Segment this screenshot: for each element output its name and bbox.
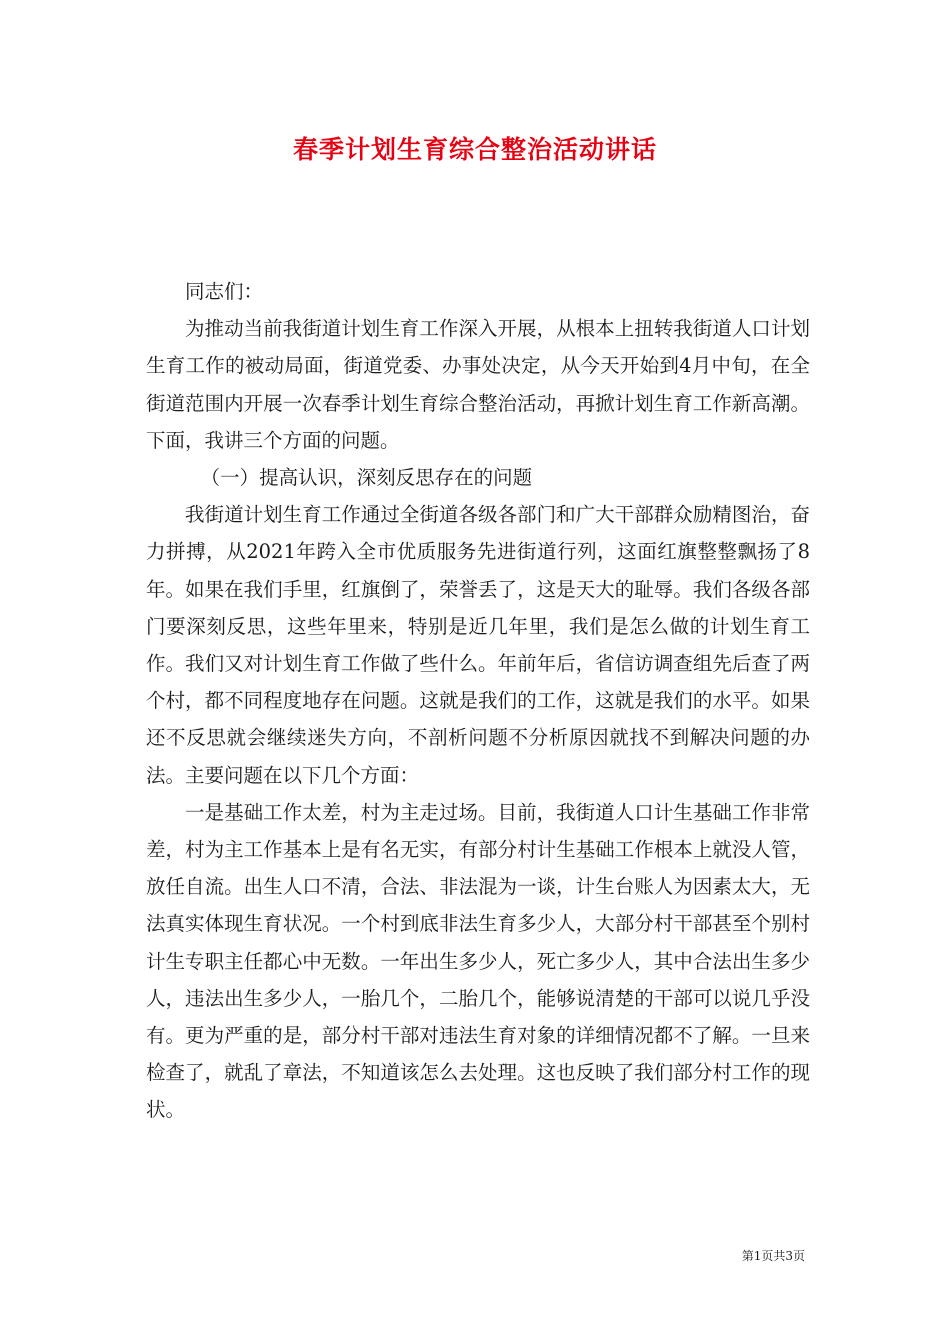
paragraph-intro: 为推动当前我街道计划生育工作深入开展，从根本上扭转我街道人口计划生育工作的被动局面，街道党委、办事处决定，从今天开始到4月中旬，在全街道范围内开展一次春季计划生育综合整治活动，再掀计划生育工作新高潮。下面，我讲三个方面的问题。 [146,317,810,452]
section-heading: （一）提高认识，深刻反思存在的问题 [200,466,533,490]
paragraph-problem-one: 一是基础工作太差，村为主走过场。目前，我街道人口计生基础工作非常差，村为主工作基本上是有名无实，有部分村计生基础工作根本上就没人管，放任自流。出生人口不清，合法、非法混为一谈，计生台账人为因素太大，无法真实体现生育状况。一个村到底非法生育多少人，大部分村干部甚至个别村计生专职主任都心中无数。一年出生多少人，死亡多少人，其中合法出生多少人，违法出生多少人，一胎几个，二胎几个，能够说清楚的干部可以说几乎没有。更为严重的是，部分村干部对违法生育对象的详细情况都不了解。一旦来检查了，就乱了章法，不知道该怎么去处理。这也反映了我们部分村工作的现状。 [146,800,810,1122]
salutation: 同志们： [185,280,264,303]
document-body [146,273,810,1129]
page-number: 第1页共3页 [741,1249,805,1263]
paragraph-reflection: 我街道计划生育工作通过全街道各级各部门和广大干部群众励精图治，奋力拼搏，从2021年跨入全市优质服务先进街道行列，这面红旗整整飘扬了8年。如果在我们手里，红旗倒了，荣誉丢了，这是天大的耻辱。我们各级各部门要深刻反思，这些年里来，特别是近几年里，我们是怎么做的计划生育工作。我们又对计划生育工作做了些什么。年前年后，省信访调查组先后查了两个村，都不同程度地存在问题。这就是我们的工作，这就是我们的水平。如果还不反思就会继续迷失方向，不剖析问题不分析原因就找不到解决问题的办法。主要问题在以下几个方面： [146,503,810,787]
document-title: 春季计划生育综合整治活动讲话 [292,135,657,164]
